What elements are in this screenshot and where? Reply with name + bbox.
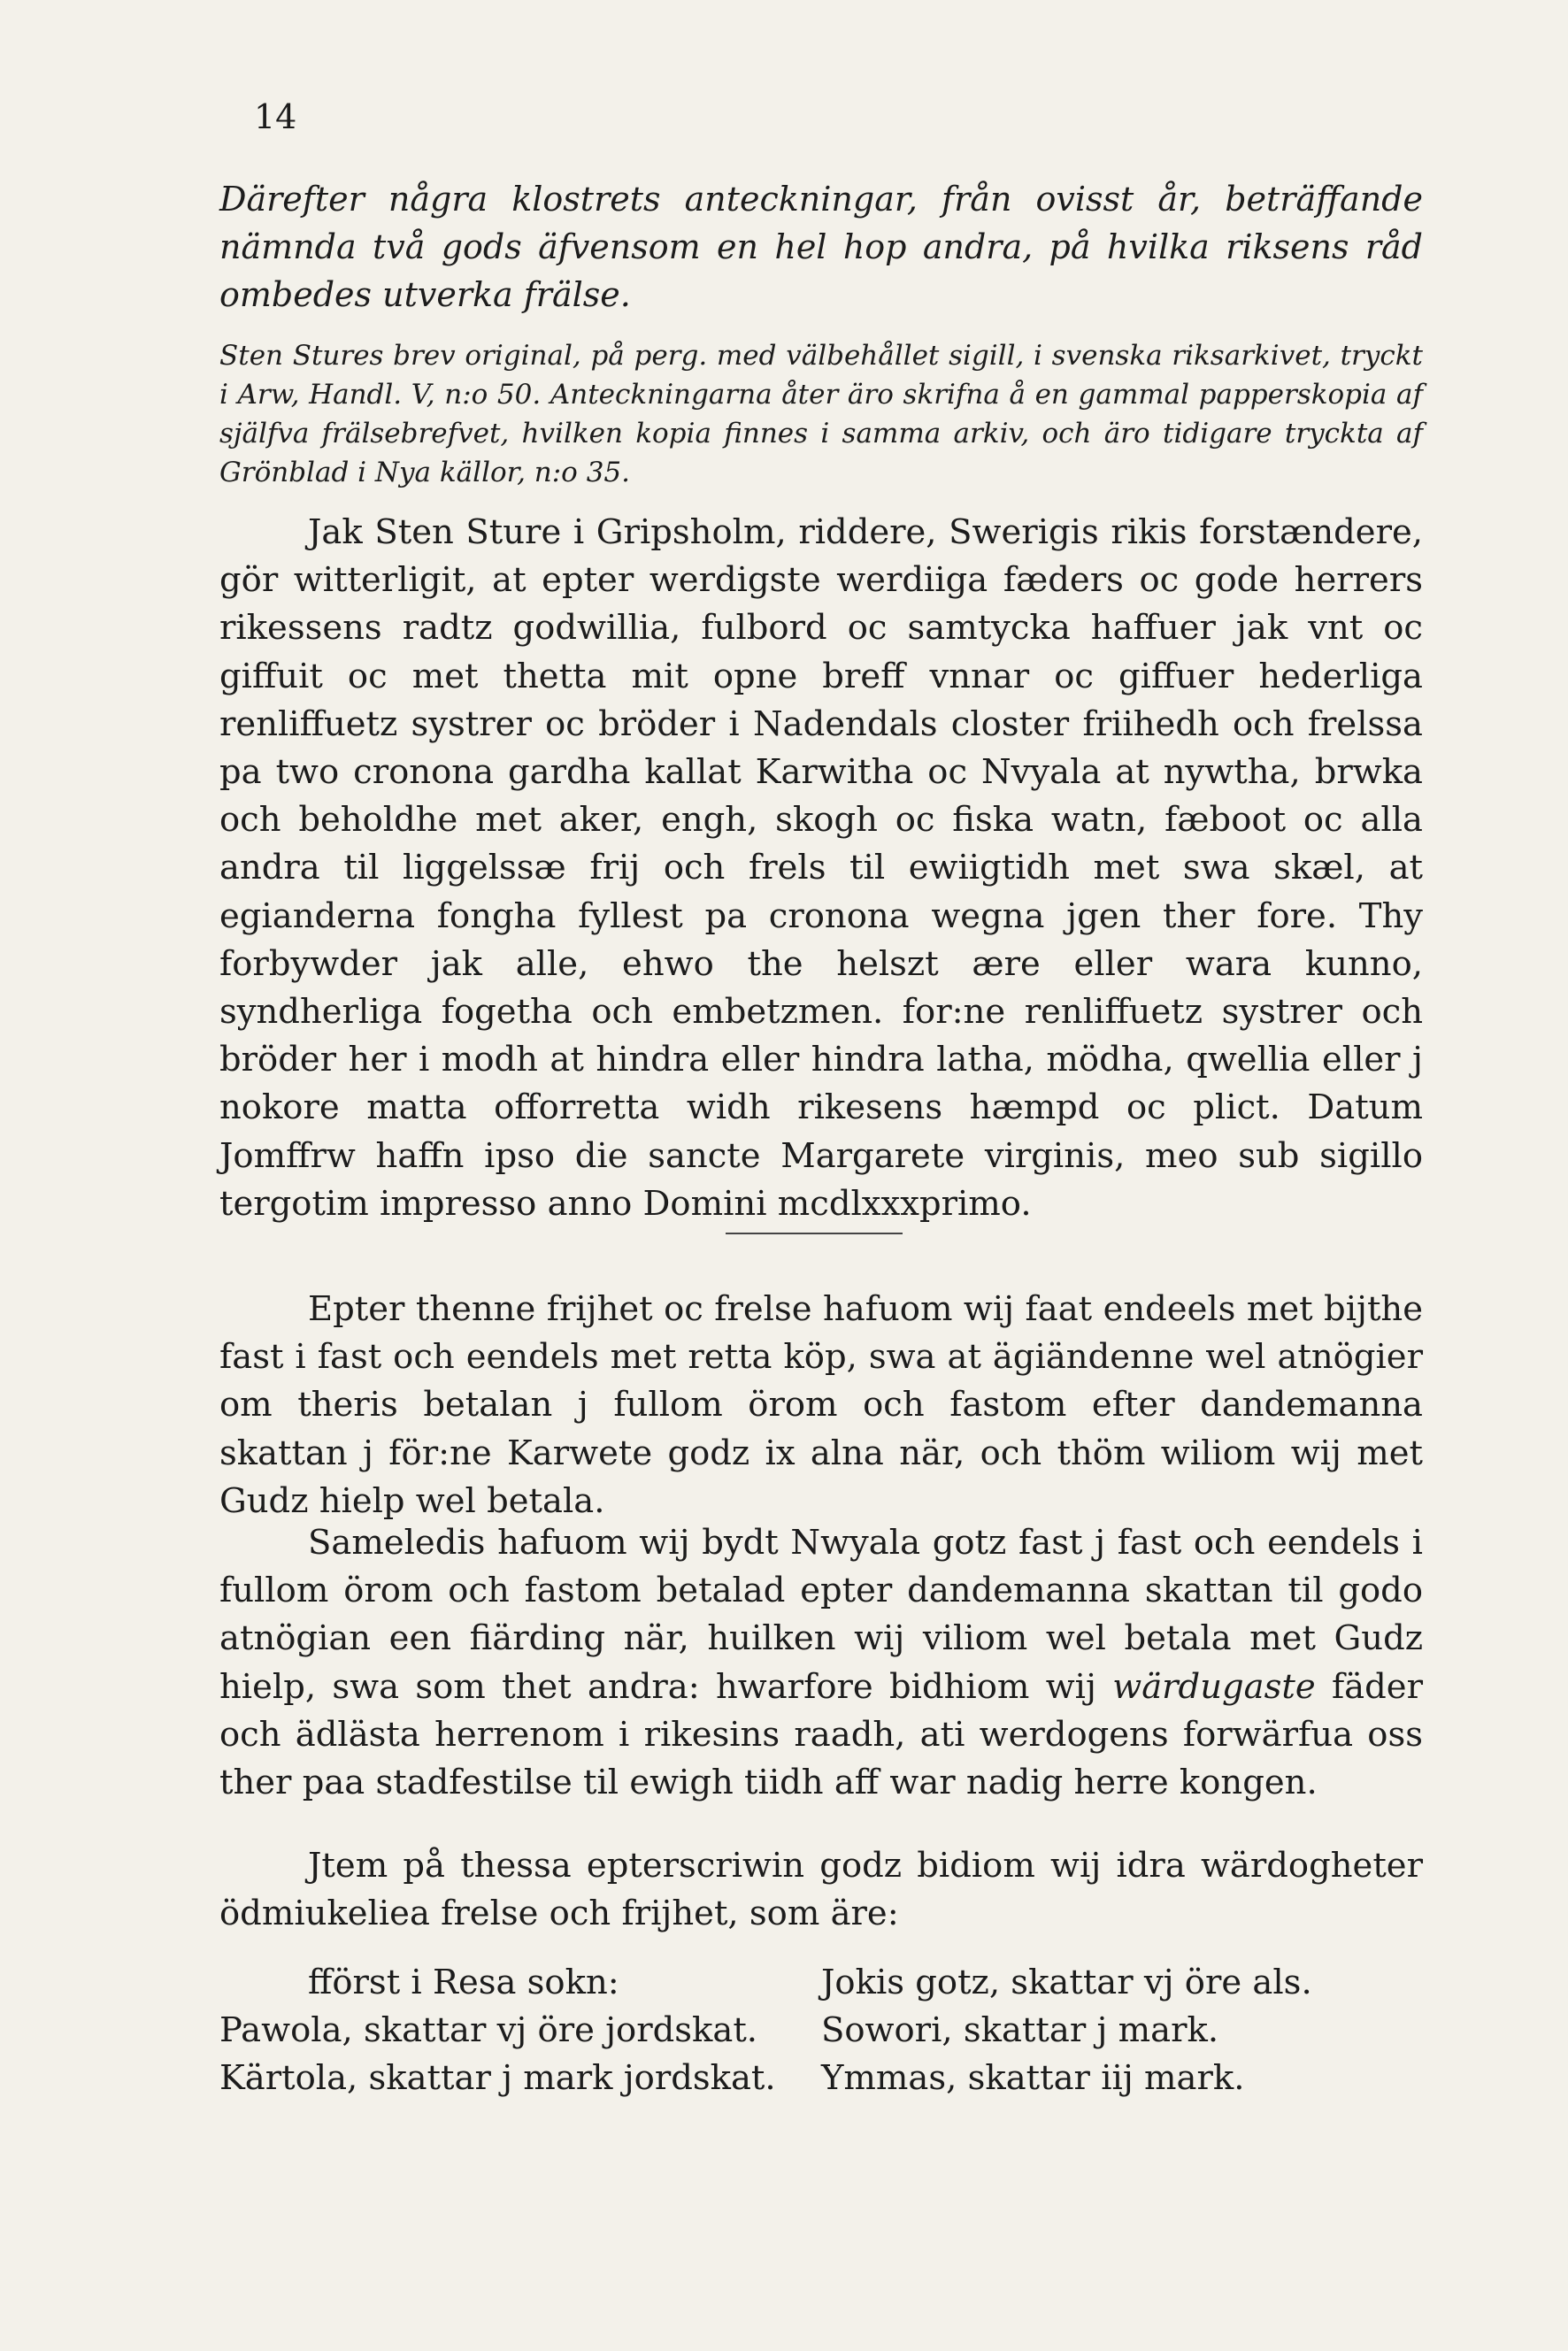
paragraph-2	[219, 1519, 1423, 1807]
list-item-left: fförst i Resa sokn:	[308, 1963, 619, 2002]
list-item-left: Kärtola, skattar j mark jordskat.	[219, 2058, 776, 2098]
list-item-right: Jokis gotz, skattar vj öre als.	[821, 1963, 1312, 2002]
list-row	[219, 2055, 1423, 2102]
list-row	[219, 2007, 1423, 2055]
section-heading: Därefter några klostrets anteckningar, från ovisst år, beträffande nämnda två gods äfvensom en hel hop andra, på hvilka riksens råd ombedes utverka frälse.	[219, 180, 1423, 314]
paragraph-2-italic: wärdugaste	[1112, 1666, 1316, 1707]
paragraph-1: Epter thenne frijhet oc frelse hafuom wij faat endeels met bijthe fast i fast och eendels met retta köp, swa at ägiändenne wel atnögier om theris betalan j fullom örom och fastom efter dandemanna skattan j för:ne Karwete godz ix alna när, och thöm wiliom wij met Gudz hielp wel betala.	[219, 1289, 1423, 1521]
page-number: 14	[254, 97, 297, 136]
section-divider	[726, 1233, 903, 1234]
paragraph-3: Jtem på thessa epterscriwin godz bidiom wij idra wärdogheter ödmiukeliea frelse och frijhet, som äre:	[219, 1846, 1423, 1934]
list-item-left: Pawola, skattar vj öre jordskat.	[219, 2010, 758, 2050]
list-item-right: Sowori, skattar j mark.	[821, 2010, 1219, 2050]
estate-list	[219, 1959, 1423, 2102]
paragraph-2-text-a: Sameledis hafuom wij bydt Nwyala gotz fast j fast och eendels i fullom örom och fastom betalad epter dandemanna skattan til godo atnögian een fiärding när, huilken wij viliom wel betala met Gudz hielp, swa som thet andra: hwarfore bidhiom wij	[219, 1523, 1423, 1707]
list-row	[219, 1959, 1423, 2007]
paragraph-2-text-b: fäder och ädlästa herrenom i rikesins raadh, ati werdogens forwärfua oss ther paa stadfestilse til ewigh tiidh aff war nadig herre kongen.	[219, 1666, 1423, 1803]
source-note: Sten Stures brev original, på perg. med välbehållet sigill, i svenska riksarkivet, tryckt i Arw, Handl. V, n:o 50. Anteckningarna åter äro skrifna å en gammal papperskopia af själfva frälsebrefvet, hvilken kopia finnes i samma arkiv, och äro tidigare tryckta af Grönblad i Nya källor, n:o 35.	[219, 340, 1423, 488]
list-item-right: Ymmas, skattar iij mark.	[821, 2058, 1245, 2098]
charter-text: Jak Sten Sture i Gripsholm, riddere, Swerigis rikis forstændere, gör witterligit, at epter werdigste werdiiga fæders oc gode herrers rikessens radtz godwillia, fulbord oc samtycka haffuer jak vnt oc giffuit oc met thetta mit opne breff vnnar oc giffuer hederliga renliffuetz systrer oc bröder i Nadendals closter friihedh och frelssa pa two cronona gardha kallat Karwitha oc Nvyala at nywtha, brwka och beholdhe met aker, engh, skogh oc fiska watn, fæboot oc alla andra til liggelssæ frij och frels til ewiigtidh met swa skæl, at egianderna fongha fyllest pa cronona wegna jgen ther fore. Thy forbywder jak alle, ehwo the helszt ære eller wara kunno, syndherliga fogetha och embetzmen. for:ne renliffuetz systrer och bröder her i modh at hindra eller hindra latha, mödha, qwellia eller j nokore matta offorretta widh rikesens hæmpd oc plict. Datum Jomffrw haffn ipso die sancte Margarete virginis, meo sub sigillo tergotim impresso anno Domini mcdlxxxprimo.	[219, 512, 1423, 1224]
